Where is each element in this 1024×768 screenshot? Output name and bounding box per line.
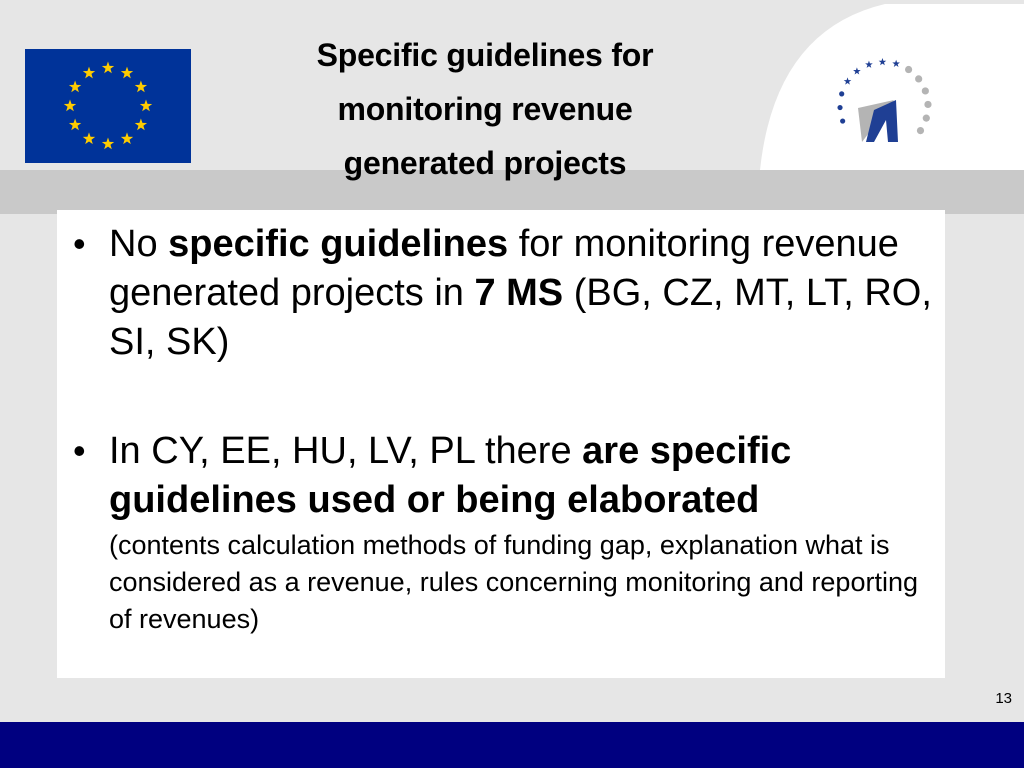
logo-dot-icon [917,127,924,134]
bullet-icon: • [73,430,86,471]
title-line: Specific guidelines for [316,37,654,73]
logo-dot-icon [853,67,861,74]
bullet-segment: (BG, CZ, MT, LT, RO, SI, SK) [109,272,932,363]
bullet-subtext: (contents calculation methods of funding gap, explanation what is considered as a revenue, rules concerning monitoring and reporting of revenues) [109,530,918,634]
eu-flag-icon [25,49,191,163]
fm-logo-icon [828,58,940,156]
logo-dot-icon [837,105,842,110]
logo-dot-icon [840,118,845,123]
logo-dot-icon [923,115,930,122]
logo-dot-icon [905,66,912,73]
bullet-segment: No [109,223,169,265]
logo-dot-icon [844,77,852,84]
bullet-segment-bold: 7 MS [474,272,564,314]
bullet-segment: for monitoring revenue generated projects in [109,223,899,314]
bullet-segment-bold: specific guidelines [168,223,509,265]
bullet-segment: In CY, EE, HU, LV, PL there [109,430,583,472]
bullet-segment-bold: are specific guidelines used or being elaborated [109,430,792,521]
bullet-item [57,427,945,638]
logo-dot-icon [924,101,931,108]
page-number: 13 [995,690,1012,707]
logo-dot-icon [892,60,900,67]
logo-dot-icon [879,58,887,65]
content-box [57,210,945,678]
bullet-item [57,220,945,367]
footer-bar [0,722,1024,768]
bullet-list [57,220,945,638]
logo-dot-icon [839,91,844,96]
page-title [240,28,730,190]
logo-dot-icon [915,75,922,82]
title-line: generated projects [343,145,627,181]
title-line: monitoring revenue [337,91,633,127]
logo-dot-icon [922,87,929,94]
bullet-icon: • [73,223,86,264]
logo-dot-icon [865,61,873,68]
